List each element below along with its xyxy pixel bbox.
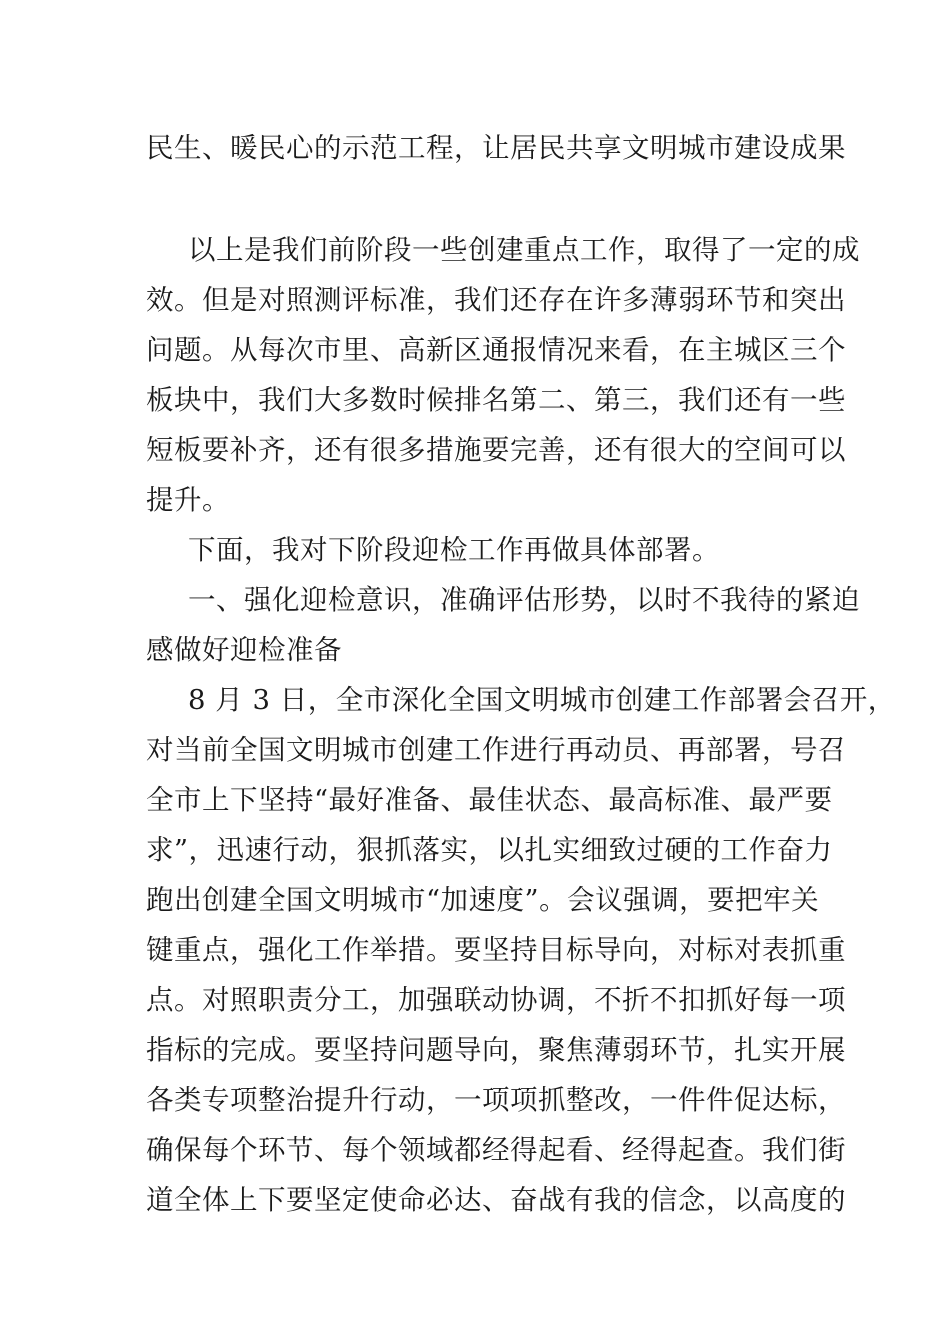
text-line: 对当前全国文明城市创建工作进行再动员、再部署，号召 xyxy=(146,734,846,766)
text-line: 民生、暖民心的示范工程，让居民共享文明城市建设成果 xyxy=(146,132,846,164)
section-heading: 一、强化迎检意识，准确评估形势，以时不我待的紧迫 xyxy=(188,584,860,616)
text-line: 问题。从每次市里、高新区通报情况来看，在主城区三个 xyxy=(146,334,846,366)
paragraph-first-line: 8 月 3 日，全市深化全国文明城市创建工作部署会召开， xyxy=(188,684,896,716)
text-line: 各类专项整治提升行动，一项项抓整改，一件件促达标， xyxy=(146,1084,846,1116)
text-line: 板块中，我们大多数时候排名第二、第三，我们还有一些 xyxy=(146,384,846,416)
text-line: 确保每个环节、每个领域都经得起看、经得起查。我们街 xyxy=(146,1134,846,1166)
text-line: 跑出创建全国文明城市“加速度”。会议强调，要把牢关 xyxy=(146,884,820,916)
text-line: 求”，迅速行动，狠抓落实，以扎实细致过硬的工作奋力 xyxy=(146,834,833,866)
text-line: 指标的完成。要坚持问题导向，聚焦薄弱环节，扎实开展 xyxy=(146,1034,846,1066)
text-line: 效。但是对照测评标准，我们还存在许多薄弱环节和突出 xyxy=(146,284,846,316)
text-line: 提升。 xyxy=(146,484,230,516)
text-line: 键重点，强化工作举措。要坚持目标导向，对标对表抓重 xyxy=(146,934,846,966)
text-line: 点。对照职责分工，加强联动协调，不折不扣抓好每一项 xyxy=(146,984,846,1016)
text-line: 全市上下坚持“最好准备、最佳状态、最高标准、最严要 xyxy=(146,784,833,816)
paragraph-first-line: 以上是我们前阶段一些创建重点工作，取得了一定的成 xyxy=(188,234,860,266)
section-heading-continuation: 感做好迎检准备 xyxy=(146,634,342,666)
paragraph-first-line: 下面，我对下阶段迎检工作再做具体部署。 xyxy=(188,534,720,566)
text-line: 短板要补齐，还有很多措施要完善，还有很大的空间可以 xyxy=(146,434,846,466)
text-line: 道全体上下要坚定使命必达、奋战有我的信念，以高度的 xyxy=(146,1184,846,1216)
